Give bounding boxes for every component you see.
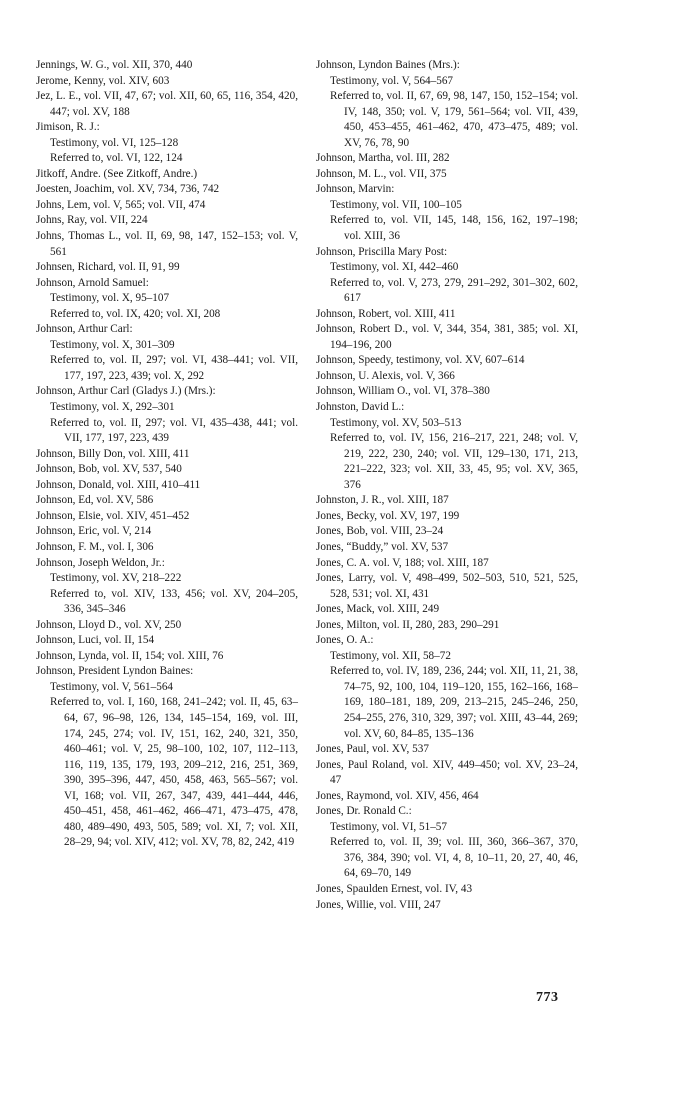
index-entry (316, 618, 578, 634)
index-subentry: Testimony, vol. XV, 503–513 (330, 416, 462, 429)
index-entry (316, 400, 578, 493)
index-subentry: Testimony, vol. VII, 100–105 (330, 198, 462, 211)
index-subentry: Referred to, vol. II, 39; vol. III, 360, 366–367, 370, 376, 384, 390; vol. VI, 4, 8, 10–11, 20, 27, 40, 46, 64, 69–70, 149 (330, 836, 578, 880)
index-entry-heading: Johnson, U. Alexis, vol. V, 366 (316, 369, 455, 382)
index-entry (36, 493, 298, 509)
index-subentry: Testimony, vol. XII, 58–72 (330, 649, 451, 662)
index-entry-heading: Jones, Spaulden Ernest, vol. IV, 43 (316, 882, 473, 895)
index-entry-heading: Jones, Becky, vol. XV, 197, 199 (316, 509, 460, 522)
index-entry (36, 509, 298, 525)
index-entry (316, 245, 578, 307)
index-subentry: Referred to, vol. VI, 122, 124 (50, 152, 183, 165)
index-subentry: Referred to, vol. XIV, 133, 456; vol. XV, 204–205, 336, 345–346 (50, 587, 298, 616)
index-entry-heading: Johnson, Speedy, testimony, vol. XV, 607–614 (316, 354, 525, 367)
index-entry-heading: Johnson, President Lyndon Baines: (36, 665, 194, 678)
index-subentry: Testimony, vol. X, 95–107 (50, 292, 170, 305)
index-subentry: Testimony, vol. VI, 125–128 (50, 136, 179, 149)
index-subentry: Referred to, vol. VII, 145, 148, 156, 162, 197–198; vol. XIII, 36 (330, 214, 578, 243)
index-entry-heading: Jones, Dr. Ronald C.: (316, 805, 412, 818)
index-entry-heading: Jones, Paul Roland, vol. XIV, 449–450; vol. XV, 23–24, 47 (316, 758, 578, 787)
index-entry-heading: Johnson, Priscilla Mary Post: (316, 245, 448, 258)
index-subentry: Referred to, vol. IV, 189, 236, 244; vol. XII, 11, 21, 38, 74–75, 92, 100, 104, 119–120, 155, 162–166, 168–169, 180–181, 189, 209, 213–215, 245–246, 250, 254–255, 276, 310, 329, 397; vol. XIII, 43–44, 269; vol. XV, 60, 84–85, 135–136 (330, 665, 578, 740)
index-entry (316, 742, 578, 758)
index-entry-heading: Johnson, Lynda, vol. II, 154; vol. XIII, 76 (36, 649, 224, 662)
index-subentry: Referred to, vol. II, 297; vol. VI, 438–441; vol. VII, 177, 197, 223, 439; vol. X, 292 (50, 354, 298, 382)
index-entry-heading: Jennings, W. G., vol. XII, 370, 440 (36, 59, 193, 71)
index-subentry: Testimony, vol. V, 561–564 (50, 680, 174, 693)
index-entry (36, 524, 298, 540)
index-entry-heading: Jimison, R. J.: (36, 121, 100, 134)
index-entry-heading: Jerome, Kenny, vol. XIV, 603 (36, 74, 170, 87)
index-entry (316, 307, 578, 323)
index-entry (316, 540, 578, 556)
index-entry-heading: Johnson, M. L., vol. VII, 375 (316, 167, 447, 180)
index-entry (36, 462, 298, 478)
index-entry (36, 89, 298, 120)
index-subentry: Referred to, vol. V, 273, 279, 291–292, 301–302, 602, 617 (330, 276, 578, 305)
index-entry-heading: Jones, Mack, vol. XIII, 249 (316, 603, 440, 616)
index-entry-heading: Jitkoff, Andre. (See Zitkoff, Andre.) (36, 167, 198, 180)
index-entry (316, 789, 578, 805)
index-entry-heading: Jones, Bob, vol. VIII, 23–24 (316, 525, 444, 538)
index-entry-heading: Johnston, J. R., vol. XIII, 187 (316, 494, 449, 507)
index-entry-heading: Jones, O. A.: (316, 634, 374, 647)
index-entry-heading: Johnson, Arnold Samuel: (36, 276, 149, 289)
index-entry-heading: Johnson, Donald, vol. XIII, 410–411 (36, 478, 201, 491)
index-subentry: Referred to, vol. IV, 156, 216–217, 221, 248; vol. V, 219, 222, 230, 240; vol. VII, 129–130, 171, 213, 221–222, 323; vol. XII, 33, 45, 95; vol. XV, 365, 376 (330, 432, 578, 491)
index-subentry: Testimony, vol. X, 292–301 (50, 401, 175, 414)
index-entry (316, 58, 578, 151)
index-entry-heading: Johnson, Eric, vol. V, 214 (36, 525, 152, 538)
index-entry-heading: Johnson, Bob, vol. XV, 537, 540 (36, 463, 182, 476)
index-entry (36, 633, 298, 649)
index-entry-heading: Johnson, Lloyd D., vol. XV, 250 (36, 618, 182, 631)
index-entry (36, 167, 298, 183)
index-entry (316, 758, 578, 789)
index-entry-heading: Johnson, Arthur Carl: (36, 323, 133, 336)
index-entry (36, 664, 298, 851)
index-entry-heading: Johns, Ray, vol. VII, 224 (36, 214, 148, 227)
index-entry (316, 804, 578, 882)
index-entry (316, 353, 578, 369)
index-entry (36, 198, 298, 214)
index-entry-heading: Jez, L. E., vol. VII, 47, 67; vol. XII, 60, 65, 116, 354, 420, 447; vol. XV, 188 (36, 90, 298, 118)
index-entry (316, 571, 578, 602)
index-entry-heading: Johnson, F. M., vol. I, 306 (36, 540, 154, 553)
index-entry-heading: Jones, Willie, vol. VIII, 247 (316, 898, 441, 911)
index-entry-heading: Jones, C. A. vol. V, 188; vol. XIII, 187 (316, 556, 489, 569)
index-entry (316, 151, 578, 167)
index-entry-heading: Johnson, Lyndon Baines (Mrs.): (316, 59, 460, 71)
index-subentry: Referred to, vol. II, 67, 69, 98, 147, 150, 152–154; vol. IV, 148, 350; vol. V, 179, 561–564; vol. VII, 439, 450, 453–455, 461–462, 470, 473–475, 489; vol. XV, 76, 78, 90 (330, 90, 578, 149)
index-entry (36, 213, 298, 229)
index-subentry: Testimony, vol. X, 301–309 (50, 338, 175, 351)
index-subentry: Referred to, vol. I, 160, 168, 241–242; vol. II, 45, 63–64, 67, 96–98, 126, 134, 145–154, 169, vol. III, 174, 245, 274; vol. IV, 151, 162, 240, 321, 350, 460–461; vol. V, 25, 98–100, 102, 107, 112–113, 116, 119, 135, 179, 193, 209–212, 216, 251, 369, 390, 395–396, 447, 450, 458, 463, 565–567; vol. VI, 168; vol. VII, 267, 347, 439, 441–444, 446, 450–451, 458, 461–462, 466–471, 473–475, 478, 480, 489–490, 493, 505, 589; vol. XI, 7; vol. XII, 28–29, 94; vol. XIV, 412; vol. XV, 78, 82, 242, 419 (50, 696, 298, 849)
index-entry-heading: Jones, Paul, vol. XV, 537 (316, 743, 429, 756)
index-entry-heading: Johnson, Joseph Weldon, Jr.: (36, 556, 165, 569)
index-entry (36, 649, 298, 665)
index-entry-heading: Johns, Lem, vol. V, 565; vol. VII, 474 (36, 198, 206, 211)
index-entry-heading: Jones, Raymond, vol. XIV, 456, 464 (316, 789, 479, 802)
index-entry (36, 276, 298, 323)
index-column-right (316, 58, 578, 913)
index-subentry: Testimony, vol. VI, 51–57 (330, 820, 447, 833)
index-entry (316, 509, 578, 525)
page-number: 773 (536, 990, 559, 1005)
index-entry-heading: Johnsen, Richard, vol. II, 91, 99 (36, 261, 180, 274)
index-entry-heading: Johnson, Martha, vol. III, 282 (316, 152, 450, 165)
index-entry (36, 556, 298, 618)
index-entry-heading: Johnson, Ed, vol. XV, 586 (36, 494, 154, 507)
index-entry (316, 633, 578, 742)
index-entry (316, 898, 578, 914)
index-entry (316, 602, 578, 618)
index-entry (316, 384, 578, 400)
index-entry (316, 369, 578, 385)
index-subentry: Referred to, vol. IX, 420; vol. XI, 208 (50, 307, 221, 320)
index-entry (36, 540, 298, 556)
index-entry (316, 322, 578, 353)
index-entry (316, 182, 578, 244)
index-entry-heading: Johnson, Elsie, vol. XIV, 451–452 (36, 509, 190, 522)
index-entry-heading: Jones, Larry, vol. V, 498–499, 502–503, 510, 521, 525, 528, 531; vol. XI, 431 (316, 572, 578, 600)
index-subentry: Testimony, vol. XV, 218–222 (50, 572, 182, 585)
index-entry (36, 260, 298, 276)
index-entry (36, 478, 298, 494)
index-entry-heading: Johnson, William O., vol. VI, 378–380 (316, 385, 490, 398)
index-entry-heading: Johns, Thomas L., vol. II, 69, 98, 147, 152–153; vol. V, 561 (36, 230, 298, 258)
index-entry (36, 74, 298, 90)
index-entry-heading: Johnson, Robert, vol. XIII, 411 (316, 307, 456, 320)
index-entry-heading: Jones, “Buddy,” vol. XV, 537 (316, 540, 449, 553)
index-entry-heading: Johnson, Arthur Carl (Gladys J.) (Mrs.): (36, 385, 216, 398)
index-entry (36, 447, 298, 463)
index-entry (36, 58, 298, 74)
index-entry (36, 618, 298, 634)
index-entry (316, 882, 578, 898)
index-entry (36, 182, 298, 198)
index-entry-heading: Johnson, Marvin: (316, 183, 395, 196)
index-entry (316, 524, 578, 540)
index-entry-heading: Johnson, Robert D., vol. V, 344, 354, 381, 385; vol. XI, 194–196, 200 (316, 323, 578, 351)
index-entry-heading: Johnston, David L.: (316, 401, 405, 414)
index-entry (36, 322, 298, 384)
index-entry-heading: Jones, Milton, vol. II, 280, 283, 290–291 (316, 618, 500, 631)
index-entry (316, 167, 578, 183)
index-entry (316, 493, 578, 509)
index-entry-heading: Joesten, Joachim, vol. XV, 734, 736, 742 (36, 183, 220, 196)
index-entry (36, 120, 298, 167)
index-entry (36, 384, 298, 446)
index-entry-heading: Johnson, Billy Don, vol. XIII, 411 (36, 447, 190, 460)
index-entry (36, 229, 298, 260)
index-column-left (36, 58, 298, 851)
index-subentry: Testimony, vol. XI, 442–460 (330, 261, 459, 274)
index-subentry: Testimony, vol. V, 564–567 (330, 74, 454, 87)
index-entry (316, 556, 578, 572)
index-entry-heading: Johnson, Luci, vol. II, 154 (36, 634, 155, 647)
index-subentry: Referred to, vol. II, 297; vol. VI, 435–438, 441; vol. VII, 177, 197, 223, 439 (50, 416, 298, 445)
